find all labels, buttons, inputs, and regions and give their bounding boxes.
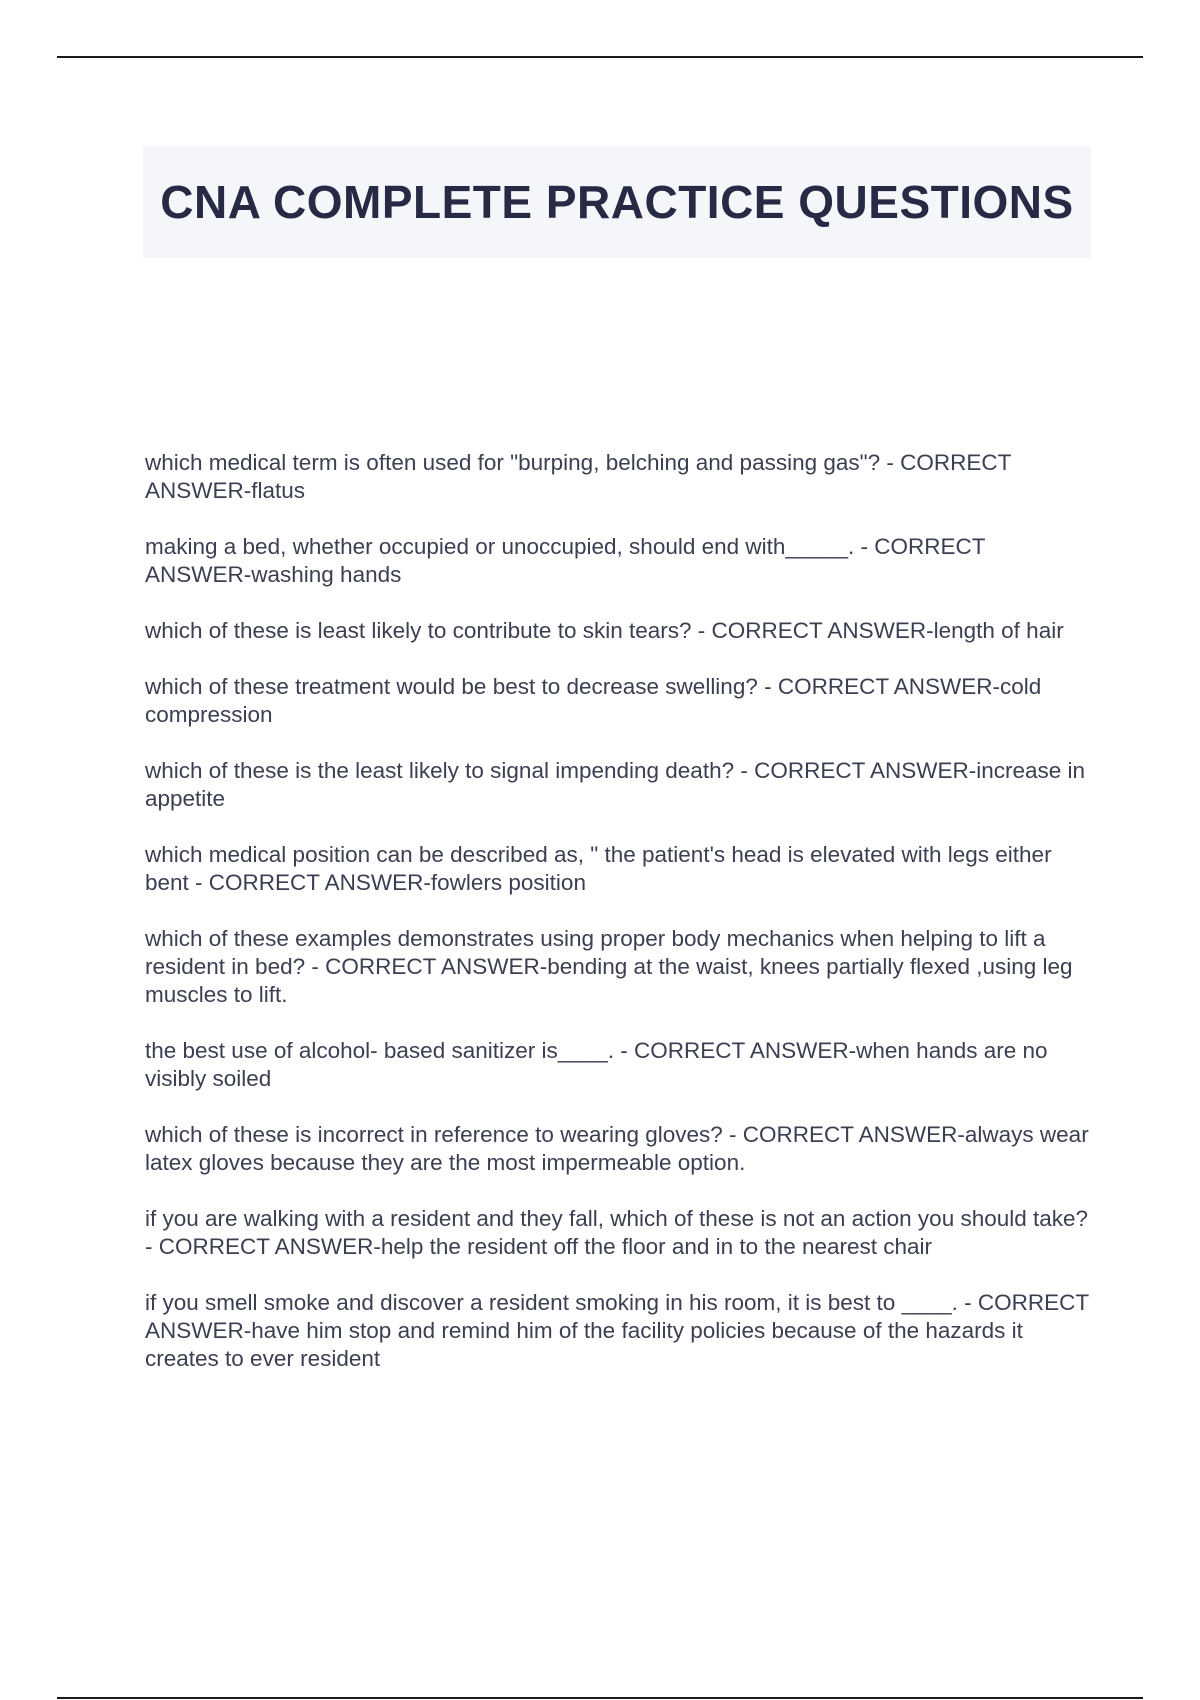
- question-item: making a bed, whether occupied or unoccupied, should end with_____. - CORRECT ANSWER-washing hands: [145, 534, 986, 587]
- question-item: which medical term is often used for "burping, belching and passing gas"? - CORRECT ANSWER-flatus: [145, 450, 1011, 503]
- question-item: the best use of alcohol- based sanitizer is____. - CORRECT ANSWER-when hands are no visibly soiled: [145, 1038, 1048, 1091]
- question-item: which of these is the least likely to signal impending death? - CORRECT ANSWER-increase in appetite: [145, 758, 1086, 811]
- bottom-rule: [57, 1697, 1143, 1699]
- question-item: which medical position can be described as, " the patient's head is elevated with legs either bent - CORRECT ANSWER-fowlers position: [145, 842, 1052, 895]
- question-item: if you are walking with a resident and they fall, which of these is not an action you should take? - CORRECT ANSWER-help the resident off the floor and in to the nearest chair: [145, 1206, 1089, 1259]
- question-item: if you smell smoke and discover a resident smoking in his room, it is best to ____. - CORRECT ANSWER-have him stop and remind him of the facility policies because of the hazards it creates to ever resident: [145, 1290, 1089, 1371]
- question-item: which of these examples demonstrates using proper body mechanics when helping to lift a resident in bed? - CORRECT ANSWER-bending at the waist, knees partially flexed ,using leg muscles to lift.: [145, 926, 1073, 1007]
- document-title: CNA COMPLETE PRACTICE QUESTIONS: [160, 176, 1074, 228]
- question-list: [145, 449, 1090, 1401]
- question-item: which of these is incorrect in reference to wearing gloves? - CORRECT ANSWER-always wear latex gloves because they are the most impermeable option.: [145, 1122, 1089, 1175]
- question-item: which of these is least likely to contribute to skin tears? - CORRECT ANSWER-length of hair: [145, 618, 1064, 643]
- title-banner: [143, 146, 1091, 258]
- question-item: which of these treatment would be best to decrease swelling? - CORRECT ANSWER-cold compression: [145, 674, 1042, 727]
- top-rule: [57, 56, 1143, 58]
